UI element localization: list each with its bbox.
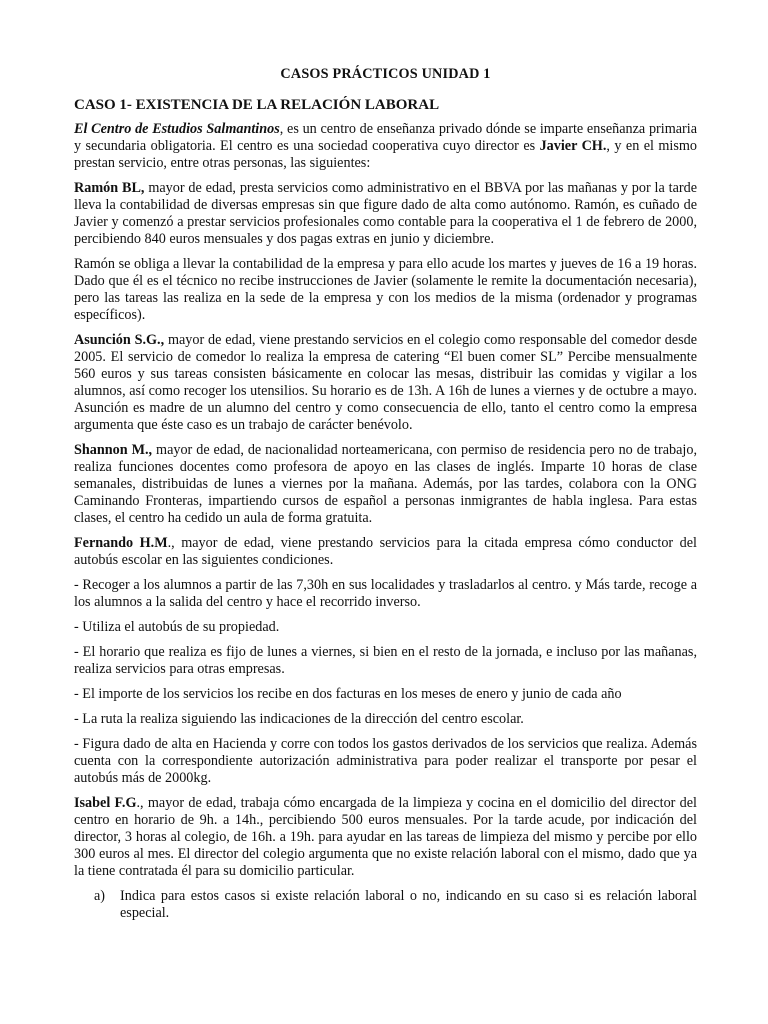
director-name: Javier CH. [539,138,607,154]
fernando-paragraph [74,535,697,569]
shannon-name: Shannon M., [74,442,153,458]
question-marker: a) [94,888,106,904]
isabel-paragraph [74,795,697,880]
fernando-item-1: - Recoger a los alumnos a partir de las 7,30h en sus localidades y trasladarlos al centro. y Más tarde, recoge a los alumnos a la salida del centro y hace el recorrido inverso. [74,577,697,610]
asuncion-name: Asunción S.G., [74,332,165,348]
asuncion-paragraph [74,332,697,434]
question-text: Indica para estos casos si existe relación laboral o no, indicando en su caso si es relación laboral especial. [120,888,697,921]
asuncion-text: mayor de edad, viene prestando servicios en el colegio como responsable del comedor desde 2005. El servicio de comedor lo realiza la empresa de catering “El buen comer SL” Percibe mensualmente 560 euros y sus tareas consisten básicamente en colocar las mesas, distribuir las comidas y vigilar a los alumnos, así como recoger los utensilios. Su horario es de 13h. A 16h de lunes a viernes y de octubre a mayo. Asunción es madre de un alumno del centro y como consecuencia de ello, tanto el centro como la empresa argumenta que éste caso es un trabajo de carácter benévolo. [74,332,697,433]
page-title: CASOS PRÁCTICOS UNIDAD 1 [280,66,491,82]
case-heading: CASO 1- EXISTENCIA DE LA RELACIÓN LABORAL [74,97,440,113]
shannon-text: mayor de edad, de nacionalidad norteamericana, con permiso de residencia pero no de trabajo, realiza funciones docentes como profesora de apoyo en las clases de inglés. Imparte 10 horas de clase semanales, distribuidas de lunes a viernes por la mañana. Además, por las tardes, colabora con la ONG Caminando Fronteras, impartiendo cursos de español a personas inmigrantes de habla inglesa. Para estas clases, el centro ha cedido un aula de forma gratuita. [74,442,697,526]
intro-text-2: , y en el mismo prestan servicio, entre otras personas, las siguientes: [74,138,698,171]
fernando-item-6: - Figura dado de alta en Hacienda y corre con todos los gastos derivados de los servicios que realiza. Además cuenta con la correspondiente autorización administrativa para poder realizar el transporte por pesar el autobús más de 2000kg. [74,736,697,786]
fernando-item-5: - La ruta la realiza siguiendo las indicaciones de la dirección del centro escolar. [74,711,524,727]
fernando-name: Fernando H.M [74,535,168,551]
center-name: El Centro de Estudios Salmantinos [74,121,280,137]
fernando-item-3: - El horario que realiza es fijo de lunes a viernes, si bien en el resto de la jornada, e incluso por las mañanas, realiza servicios para otras empresas. [74,644,697,677]
intro-paragraph [74,121,697,172]
isabel-text: ., mayor de edad, trabaja cómo encargada de la limpieza y cocina en el domicilio del director del centro en horario de 9h. a 14h., percibiendo 500 euros mensuales. Por la tarde acude, por indicación del director, 3 horas al colegio, de 16h. a 19h. para ayudar en las tareas de limpieza del mismo y percibe por ello 300 euros al mes. El director del colegio argumenta que no existe relación laboral con el mismo, dado que ya la tiene contratada él para su domicilio particular. [74,795,697,879]
ramon-name: Ramón BL, [74,180,145,196]
intro-text-1: , es un centro de enseñanza privado dónde se imparte enseñanza primaria y secundaria obligatoria. El centro es una sociedad cooperativa cuyo director es [74,121,698,154]
isabel-name: Isabel F.G [74,795,137,811]
ramon-text: mayor de edad, presta servicios como administrativo en el BBVA por las mañanas y por la tarde lleva la contabilidad de diversas empresas sin que figure dado de alta como autónomo. Ramón, es cuñado de Javier y comenzó a prestar servicios profesionales como contable para la cooperativa el 1 de febrero de 2000, percibiendo 840 euros mensuales y dos pagas extras en junio y diciembre. [74,180,697,247]
fernando-text: ., mayor de edad, viene prestando servicios para la citada empresa cómo conductor del autobús escolar en las siguientes condiciones. [74,535,697,568]
shannon-paragraph [74,442,697,527]
fernando-item-2: - Utiliza el autobús de su propiedad. [74,619,280,635]
ramon-paragraph [74,180,697,248]
ramon-paragraph-2: Ramón se obliga a llevar la contabilidad de la empresa y para ello acude los martes y jueves de 16 a 19 horas. Dado que él es el técnico no recibe instrucciones de Javier (solamente le remite la documentación necesaria), pero las tareas las realiza en la sede de la empresa y con los medios de la misma (ordenador y programas específicos). [74,256,697,323]
fernando-item-4: - El importe de los servicios los recibe en dos facturas en los meses de enero y junio de cada año [74,686,622,702]
question-a [94,888,697,922]
